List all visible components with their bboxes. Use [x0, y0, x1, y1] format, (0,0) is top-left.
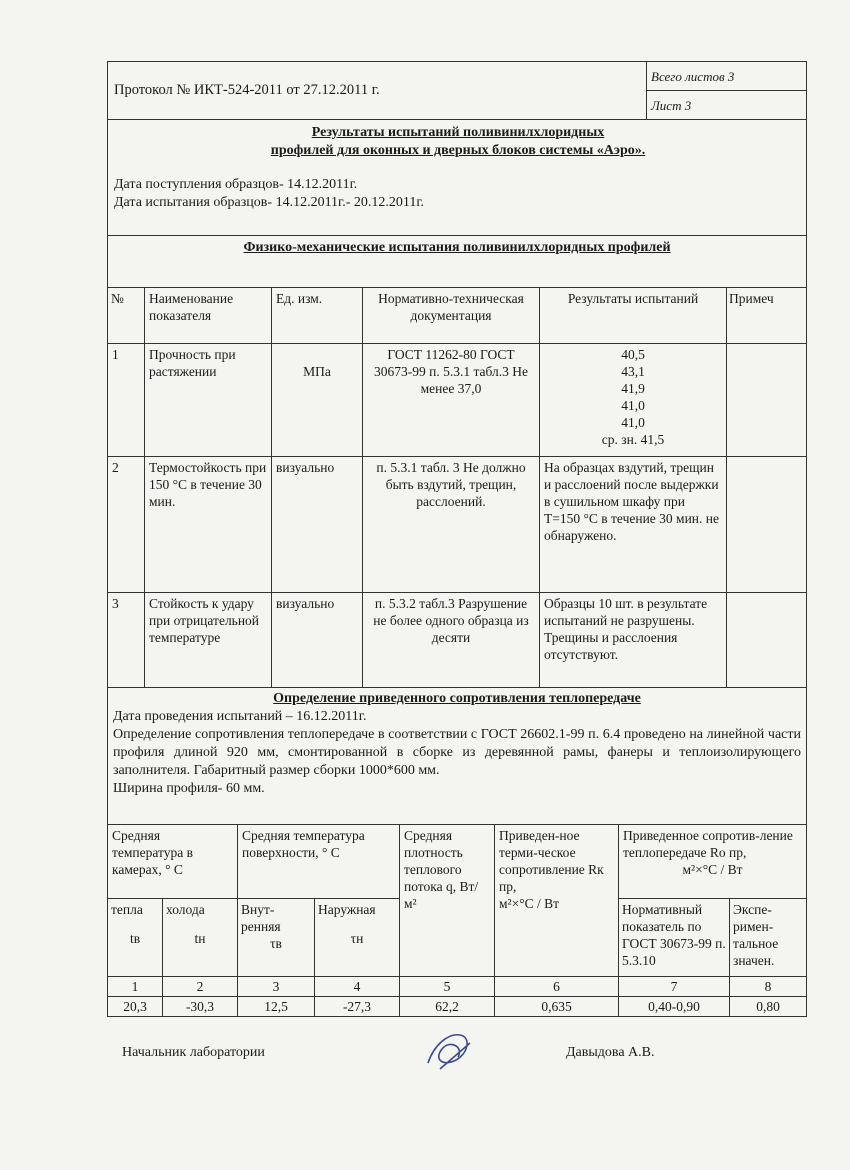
row-num: 3 [108, 592, 145, 687]
col-norm-header: Нормативно-техническая документация [363, 288, 540, 343]
row-note [727, 343, 807, 456]
row-result-text: На образцах вздутий, трещин и расслоений после выдержки в сушильном шкафу при Т=150 °С в течение 30 мин. не обнаружено. [540, 456, 727, 592]
col-number: 3 [238, 977, 315, 997]
surface-temp-header: Средняя температура поверхности, ° С [238, 825, 400, 899]
row-result-text: Образцы 10 шт. в результате испытаний не разрушены. Трещины и расслоения отсутствуют. [540, 592, 727, 687]
value-inner: 12,5 [238, 997, 315, 1017]
inner-header [238, 899, 315, 977]
thermal-table [107, 825, 807, 1018]
result-value: 40,5 [621, 346, 645, 362]
value-flux: 62,2 [400, 997, 495, 1017]
col-unit-header: Ед. изм. [272, 288, 363, 343]
result-value: 43,1 [621, 363, 645, 379]
values-row [108, 997, 807, 1017]
row-unit: визуально [272, 456, 363, 592]
row-name: Термостойкость при 150 °С в течение 30 мин. [145, 456, 272, 592]
signature-icon [420, 1025, 480, 1075]
experimental-header: Экспе-римен-тальное значен. [730, 899, 807, 977]
thermal-test-date: Дата проведения испытаний – 16.12.2011г. [113, 708, 367, 724]
warm-label: тепла [111, 902, 143, 917]
row-note [727, 592, 807, 687]
total-resistance-header [619, 825, 807, 899]
warm-symbol: tв [129, 931, 141, 946]
total-resistance-label: Приведенное сопротив-ление теплопередаче Rо пр, [623, 827, 793, 860]
protocol-page [107, 61, 807, 1017]
col-results-header: Результаты испытаний [540, 288, 727, 343]
value-experimental: 0,80 [730, 997, 807, 1017]
thermal-section [107, 688, 807, 825]
profile-width: Ширина профиля- 60 мм. [113, 780, 265, 796]
header-table [107, 61, 807, 120]
table-row [108, 456, 807, 592]
thermal-resistance-header [495, 825, 619, 977]
col-number: 4 [315, 977, 400, 997]
table-row [108, 592, 807, 687]
row-results [540, 343, 727, 456]
row-num: 2 [108, 456, 145, 592]
outer-symbol: τн [350, 931, 364, 946]
row-name: Прочность при растяжении [145, 343, 272, 456]
row-note [727, 456, 807, 592]
col-number: 6 [495, 977, 619, 997]
value-normative: 0,40-0,90 [619, 997, 730, 1017]
value-outer: -27,3 [315, 997, 400, 1017]
thermal-resistance-unit: м²×°С / Вт [499, 895, 560, 911]
col-name-header: Наименование показателя [145, 288, 272, 343]
row-num: 1 [108, 343, 145, 456]
mechanical-section [107, 236, 807, 288]
warm-header [108, 899, 163, 977]
test-date: Дата испытания образцов- 14.12.2011г.- 20.12.2011г. [114, 195, 425, 210]
row-unit: визуально [272, 592, 363, 687]
outer-label: Наружная [318, 902, 376, 917]
results-section [107, 120, 807, 236]
value-cold: -30,3 [163, 997, 238, 1017]
col-number: 2 [163, 977, 238, 997]
row-unit: МПа [272, 343, 363, 456]
thermal-description: Определение сопротивления теплопередаче в соответствии с ГОСТ 26602.1-99 п. 6.4 проведено на линейной части профиля длиной 920 мм, смонтированной в сборке из деревянной рамы, фанеры и теплоизолирующего заполнителя. Габаритный размер сборки 1000*600 мм. [113, 726, 801, 778]
table-row [108, 343, 807, 456]
thermal-header-row [108, 825, 807, 899]
normative-header: Нормативный показатель по ГОСТ 30673-99 п. 5.3.10 [619, 899, 730, 977]
signatory-role: Начальник лаборатории [122, 1045, 265, 1060]
avg-temp-header: Средняя температура в камерах, ° С [108, 825, 238, 899]
row-norm: п. 5.3.2 табл.3 Разрушение не более одного образца из десяти [363, 592, 540, 687]
result-value: 41,9 [621, 380, 645, 396]
inner-label: Внут-ренняя [241, 902, 281, 934]
mechanical-table [107, 288, 807, 688]
signatory-name: Давыдова А.В. [566, 1045, 655, 1060]
mechanical-header-row [108, 288, 807, 343]
heat-flux-header: Средняя плотность теплового потока q, Вт/ м² [400, 825, 495, 977]
row-norm: ГОСТ 11262-80 ГОСТ 30673-99 п. 5.3.1 табл.3 Не менее 37,0 [363, 343, 540, 456]
cold-header [163, 899, 238, 977]
row-name: Стойкость к удару при отрицательной температуре [145, 592, 272, 687]
result-average: ср. зн. 41,5 [601, 431, 665, 447]
col-number: 1 [108, 977, 163, 997]
value-warm: 20,3 [108, 997, 163, 1017]
result-value: 41,0 [621, 414, 645, 430]
mechanical-title: Физико-механические испытания поливинилхлоридных профилей [243, 240, 671, 255]
col-num-header: № [108, 288, 145, 343]
thermal-title: Определение приведенного сопротивления теплопередаче [273, 690, 641, 706]
results-title-line1: Результаты испытаний поливинилхлоридных [311, 125, 605, 140]
cold-label: холода [166, 902, 205, 917]
col-note-header: Примеч [727, 288, 807, 343]
column-number-row [108, 977, 807, 997]
sheet-number: Лист 3 [647, 91, 807, 120]
total-resistance-unit: м²×°С / Вт [682, 861, 743, 877]
inner-symbol: τв [270, 936, 282, 951]
cold-symbol: tн [194, 931, 206, 946]
row-norm: п. 5.3.1 табл. 3 Не должно быть вздутий, трещин, расслоений. [363, 456, 540, 592]
col-number: 7 [619, 977, 730, 997]
outer-header [315, 899, 400, 977]
results-title-line2: профилей для оконных и дверных блоков системы «Аэро». [270, 143, 646, 158]
col-number: 8 [730, 977, 807, 997]
protocol-number: Протокол № ИКТ-524-2011 от 27.12.2011 г. [108, 62, 647, 120]
total-sheets: Всего листов 3 [647, 62, 807, 91]
receipt-date: Дата поступления образцов- 14.12.2011г. [114, 177, 358, 192]
col-number: 5 [400, 977, 495, 997]
thermal-resistance-label: Приведен-ное терми-ческое сопротивление Rк пр, [499, 827, 604, 894]
value-thermal-resistance: 0,635 [495, 997, 619, 1017]
result-value: 41,0 [621, 397, 645, 413]
